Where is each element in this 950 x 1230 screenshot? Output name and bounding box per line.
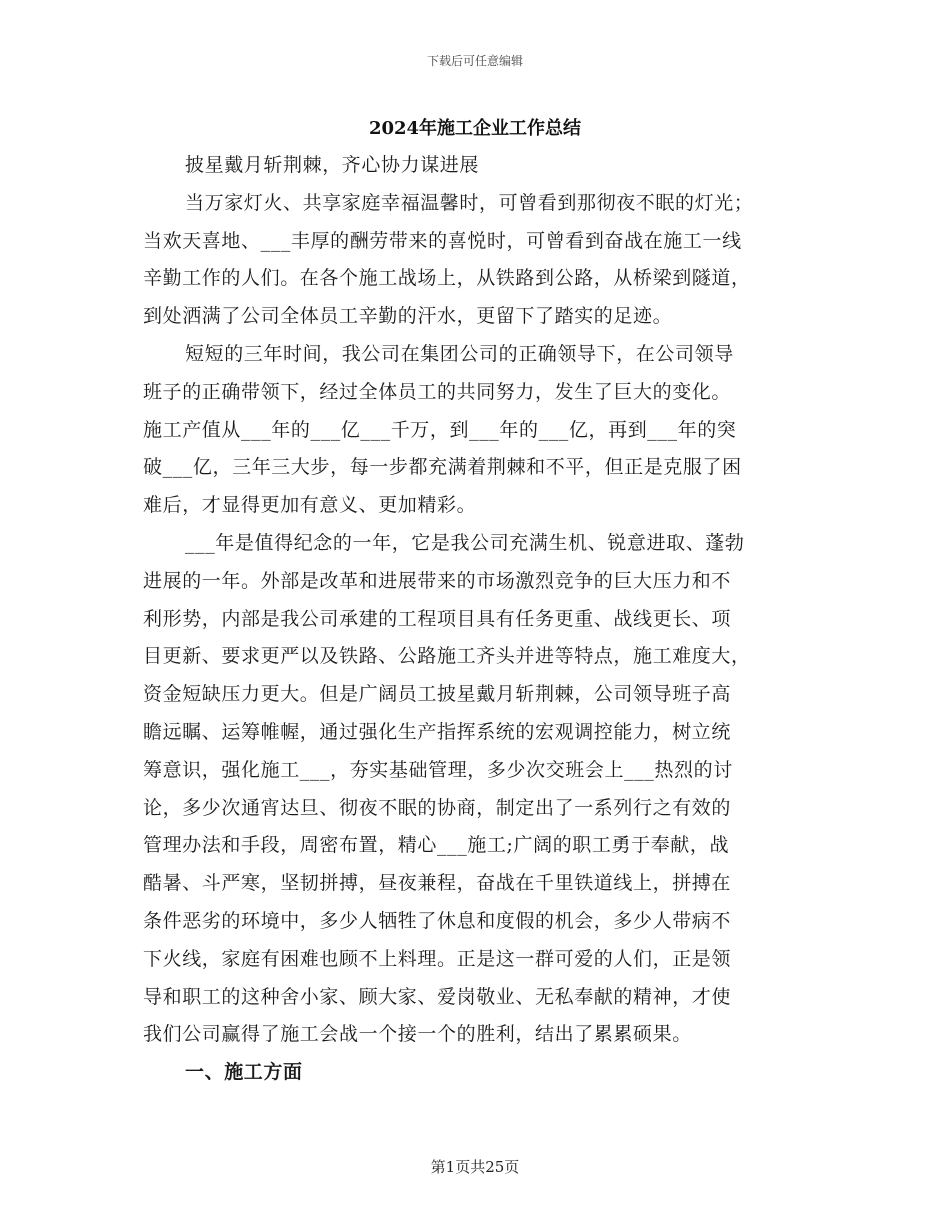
paragraph-3-line: 资金短缺压力更大。但是广阔员工披星戴月斩荆棘，公司领导班子高 (143, 683, 732, 706)
paragraph-1-line: 当万家灯火、共享家庭幸福温馨时，可曾看到那彻夜不眠的灯光； (185, 191, 754, 214)
paragraph-1-line: 当欢天喜地、___丰厚的酬劳带来的喜悦时，可曾看到奋战在施工一线 (143, 229, 742, 252)
subtitle-line: 披星戴月斩荆棘，齐心协力谋进展 (185, 154, 480, 176)
paragraph-2-line: 班子的正确带领下，经过全体员工的共同努力，发生了巨大的变化。 (143, 380, 732, 403)
paragraph-2-line: 破___亿，三年三大步，每一步都充满着荆棘和不平，但正是克服了困 (143, 456, 742, 479)
paragraph-3-line: 管理办法和手段，周密布置，精心___施工;广阔的职工勇于奉献，战 (143, 834, 730, 857)
document-title: 2024年施工企业工作总结 (368, 118, 582, 139)
paragraph-3-line: 导和职工的这种舍小家、顾大家、爱岗敬业、无私奉献的精神，才使 (143, 985, 732, 1008)
paragraph-3-line: 筹意识，强化施工___，夯实基础管理，多少次交班会上___热烈的讨 (143, 758, 733, 781)
paragraph-2-line: 难后，才显得更加有意义、更加精彩。 (143, 494, 477, 517)
section-heading: 一、施工方面 (185, 1061, 303, 1084)
paragraph-3-line: 利形势，内部是我公司承建的工程项目具有任务更重、战线更长、项 (143, 607, 732, 630)
paragraph-3-line: ___年是值得纪念的一年，它是我公司充满生机、锐意进取、蓬勃 (185, 531, 745, 554)
paragraph-3-line: 瞻远瞩、运筹帷幄，通过强化生产指挥系统的宏观调控能力，树立统 (143, 720, 732, 743)
paragraph-3-line: 目更新、要求更严以及铁路、公路施工齐头并进等特点，施工难度大， (143, 645, 751, 668)
paragraph-3-line: 条件恶劣的环境中，多少人牺牲了休息和度假的机会，多少人带病不 (143, 909, 732, 932)
paragraph-3-line: 酷暑、斗严寒，坚韧拼搏，昼夜兼程，奋战在千里铁道线上，拼搏在 (143, 872, 732, 895)
page-header-note: 下载后可任意编辑 (426, 54, 523, 68)
paragraph-3-line: 下火线，家庭有困难也顾不上料理。正是这一群可爱的人们，正是领 (143, 947, 732, 970)
page-number: 第1页共25页 (430, 1158, 520, 1176)
paragraph-3-line: 我们公司赢得了施工会战一个接一个的胜利，结出了累累硕果。 (143, 1023, 692, 1046)
paragraph-3-line: 进展的一年。外部是改革和进展带来的市场激烈竞争的巨大压力和不 (143, 569, 732, 592)
document-body (143, 147, 803, 1092)
paragraph-3-line: 论，多少次通宵达旦、彻夜不眠的协商，制定出了一系列行之有效的 (143, 796, 732, 819)
paragraph-1-line: 辛勤工作的人们。在各个施工战场上，从铁路到公路，从桥梁到隧道， (143, 267, 751, 290)
paragraph-2-line: 施工产值从___年的___亿___千万，到___年的___亿，再到___年的突 (143, 418, 737, 441)
paragraph-1-line: 到处洒满了公司全体员工辛勤的汗水，更留下了踏实的足迹。 (143, 305, 673, 328)
paragraph-2-line: 短短的三年时间，我公司在集团公司的正确领导下，在公司领导 (185, 342, 734, 365)
